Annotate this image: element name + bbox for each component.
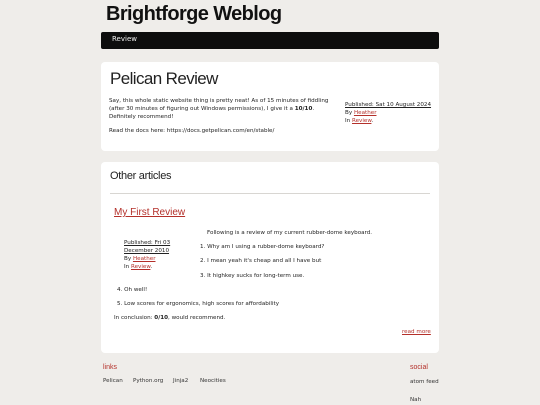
article-title: Pelican Review bbox=[110, 69, 218, 88]
footer-link-jinja2[interactable]: Jinja2 bbox=[173, 378, 189, 384]
read-more-link[interactable]: read more bbox=[402, 329, 431, 335]
list-item: 2. I mean yeah it's cheap and all I have but bbox=[200, 258, 322, 264]
site-title[interactable]: Brightforge Weblog bbox=[106, 3, 282, 25]
article-score: 10/10 bbox=[294, 106, 313, 112]
article-paragraph-1 bbox=[109, 97, 339, 121]
footer-link-pelican[interactable]: Pelican bbox=[103, 378, 123, 384]
footer-link-neocities[interactable]: Neocities bbox=[200, 378, 226, 384]
article-author-link[interactable]: Heather bbox=[353, 110, 377, 116]
conclusion-score: 0/10 bbox=[154, 315, 169, 321]
period: . bbox=[150, 264, 153, 270]
list-item: 4. Oh well! bbox=[117, 287, 148, 293]
nav-item-review[interactable]: Review bbox=[112, 35, 137, 43]
author-prefix: By bbox=[124, 256, 133, 262]
list-item: 3. It highkey sucks for long-term use. bbox=[200, 273, 305, 279]
footer-social-nah[interactable]: Nah bbox=[410, 397, 422, 403]
article-author-line bbox=[345, 109, 435, 117]
first-review-title-link[interactable]: My First Review bbox=[114, 207, 186, 218]
footer-social-heading: social bbox=[410, 364, 428, 371]
first-review-conclusion bbox=[114, 315, 225, 321]
article-category-link[interactable]: Review bbox=[351, 118, 372, 124]
conclusion-text: , would recommend. bbox=[168, 315, 226, 321]
other-articles-heading: Other articles bbox=[110, 170, 172, 182]
first-review-meta bbox=[124, 239, 199, 271]
footer-links-heading: links bbox=[103, 364, 118, 371]
first-review-summary: Following is a review of my current rubber-dome keyboard. bbox=[207, 230, 373, 236]
first-review-category-line bbox=[124, 263, 199, 271]
author-prefix: By bbox=[345, 110, 354, 116]
period: . bbox=[371, 118, 374, 124]
article-body bbox=[109, 97, 339, 141]
article-paragraph-2: Read the docs here: https://docs.getpelican.com/en/stable/ bbox=[109, 128, 275, 134]
other-articles-card bbox=[101, 162, 439, 353]
first-review-author-link[interactable]: Heather bbox=[132, 256, 156, 262]
navbar bbox=[101, 32, 439, 49]
first-review-category-link[interactable]: Review bbox=[130, 264, 151, 270]
article-meta bbox=[345, 101, 435, 125]
article-published-date: Published: Sat 10 August 2024 bbox=[345, 102, 432, 108]
list-item: 1. Why am I using a rubber-dome keyboard? bbox=[200, 244, 325, 250]
conclusion-text: In conclusion: bbox=[114, 315, 155, 321]
category-prefix: In bbox=[124, 264, 131, 270]
article-card bbox=[101, 62, 439, 151]
footer-link-python[interactable]: Python.org bbox=[133, 378, 164, 384]
list-item: 5. Low scores for ergonomics, high scores for affordability bbox=[117, 301, 279, 307]
article-category-line bbox=[345, 117, 435, 125]
footer-social-atom-feed[interactable]: atom feed bbox=[410, 379, 439, 385]
category-prefix: In bbox=[345, 118, 352, 124]
first-review-published-date: Published: Fri 03 December 2010 bbox=[124, 240, 171, 254]
first-review-author-line bbox=[124, 255, 199, 263]
article-text: Say, this whole static website thing is pretty neat! As of 15 minutes of fiddling (after 30 minutes of figuring out Windows permissions), I give it a bbox=[109, 98, 329, 112]
article-text: . Definitely recommend! bbox=[109, 106, 315, 120]
divider bbox=[110, 193, 430, 194]
